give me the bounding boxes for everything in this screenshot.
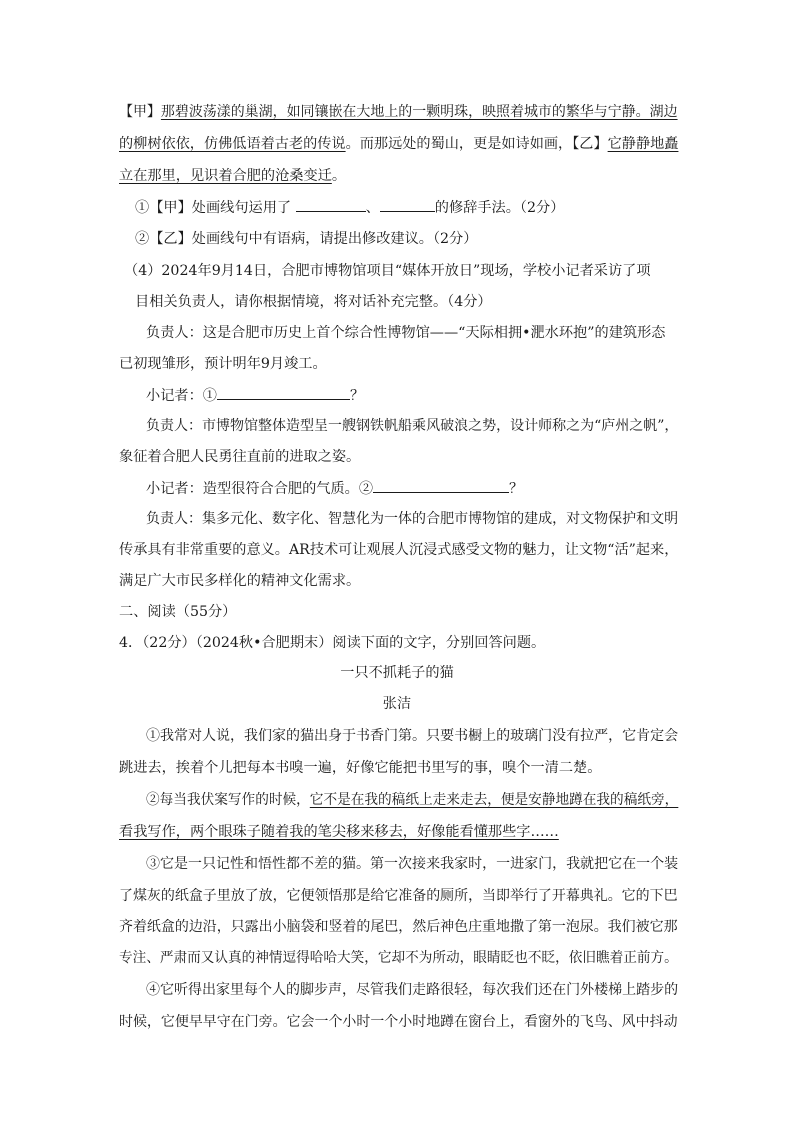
passage-plain-text: 。而那远处的蜀山，更是如诗如画， (345, 136, 573, 152)
q3-item-1-prefix: ①【甲】处画线句运用了 (135, 200, 296, 216)
answer-blank-1[interactable] (296, 197, 366, 212)
dialogue-official-3c: 满足广大市民多样化的精神文化需求。 (119, 573, 361, 589)
article-p3-line-2: 了煤灰的纸盒子里放了放，它便领悟那是给它准备的厕所，当即举行了开幕典礼。它的下巴 (119, 888, 678, 904)
passage-period: 。 (331, 168, 347, 184)
article-author: 张洁 (382, 696, 412, 712)
reporter-1-prefix: 小记者：① (146, 388, 217, 404)
section-heading-reading: 二、阅读（55分） (119, 604, 237, 620)
dialogue-official-2a: 负责人：市博物馆整体造型呈一艘钢铁帆船乘风破浪之势，设计师称之为“庐州之帆”， (146, 418, 679, 434)
question-4-prompt: 4．（22分）（2024秋•合肥期末）阅读下面的文字，分别回答问题。 (119, 635, 546, 651)
passage-line-3 (119, 166, 346, 186)
article-p4-line-1: ④它听得出家里每个人的脚步声，尽管我们走路很轻，每次我们还在门外楼梯上踏步的 (146, 982, 679, 998)
dialogue-reporter-2 (146, 478, 523, 499)
answer-blank-4[interactable] (373, 478, 509, 493)
jia-marker: 【甲】 (119, 104, 161, 120)
article-p1-line-1: ①我常对人说，我们家的猫出身于书香门第。只要书橱上的玻璃门没有拉严，它肯定会 (146, 728, 679, 744)
article-p2-line-2 (119, 822, 559, 842)
dialogue-official-1b: 已初现雏形，预计明年9月竣工。 (119, 356, 327, 372)
article-p3-line-4: 专注、严肃而又认真的神情逗得哈哈大笑，它却不为所动，眼睛眨也不眨，依旧瞧着正前方。 (119, 950, 678, 966)
article-p1-line-2: 跳进去，挨着个儿把每本书嗅一遍，好像它能把书里写的事，嗅个一清二楚。 (119, 760, 602, 776)
article-p2-underlined-end: 看我写作，两个眼珠子随着我的笔尖移来移去，好像能看懂那些字…… (119, 824, 559, 840)
yi-underlined-start: 它静静地矗 (607, 136, 679, 152)
dialogue-reporter-1 (146, 385, 364, 406)
article-p2-underlined: 它不是在我的稿纸上走来走去，便是安静地蹲在我的稿纸旁， (309, 792, 679, 808)
yi-underlined-text: 立在那里，见识着合肥的沧桑变迁 (119, 168, 332, 184)
article-p2-plain: ②每当我伏案写作的时候， (146, 792, 310, 808)
jia-underlined-text: 那碧波荡漾的巢湖，如同镶嵌在大地上的一颗明珠，映照着城市的繁华与宁静。湖边 (160, 104, 678, 120)
dialogue-official-3b: 传承具有非常重要的意义。AR技术可让观展人沉浸式感受文物的魅力，让文物“活”起来， (119, 542, 679, 558)
dialogue-official-3a: 负责人：集多元化、数字化、智慧化为一体的合肥市博物馆的建成，对文物保护和文明 (146, 511, 679, 527)
answer-blank-2[interactable] (380, 197, 435, 212)
q3-item-1-suffix: 的修辞手法。（2分） (434, 200, 565, 216)
q3-item-1 (135, 197, 564, 218)
dialogue-official-1a: 负责人：这是合肥市历史上首个综合性博物馆——“天际相拥•淝水环抱”的建筑形态 (146, 325, 666, 341)
yi-marker: 【乙】 (572, 136, 608, 152)
article-p3-line-3: 齐着纸盒的边沿，只露出小脑袋和竖着的尾巴，然后神色庄重地撒了第一泡尿。我们被它那 (119, 919, 678, 935)
reporter-2-suffix: ？ (509, 481, 524, 497)
jia-underlined-end: 的柳树依依，仿佛低语着古老的传说 (119, 136, 346, 152)
passage-line-1 (119, 102, 678, 122)
passage-line-2 (119, 134, 678, 154)
q3-item-2: ②【乙】处画线句中有语病，请提出修改建议。（2分） (135, 231, 478, 247)
article-title: 一只不抓耗子的猫 (340, 665, 454, 681)
article-p2-line-1 (146, 790, 678, 810)
article-p3-line-1: ③它是一只记性和悟性都不差的猫。第一次接来我家时，一进家门，我就把它在一个装 (146, 856, 679, 872)
dialogue-official-2b: 象征着合肥人民勇往直前的进取之姿。 (119, 449, 361, 465)
q4-prompt-line-2: 目相关负责人，请你根据情境，将对话补充完整。（4分） (135, 294, 492, 310)
reporter-2-prefix: 小记者：造型很符合合肥的气质。② (146, 481, 374, 497)
article-p4-line-2: 时候，它便早早守在门旁。它会一个小时一个小时地蹲在窗台上，看窗外的飞鸟、风中抖动 (119, 1014, 678, 1030)
answer-blank-3[interactable] (217, 385, 350, 400)
reporter-1-suffix: ？ (349, 388, 365, 404)
q3-item-1-sep: 、 (365, 200, 380, 216)
q4-prompt-line-1: （4）2024年9月14日，合肥市博物馆项目“媒体开放日”现场，学校小记者采访了项 (124, 263, 651, 279)
